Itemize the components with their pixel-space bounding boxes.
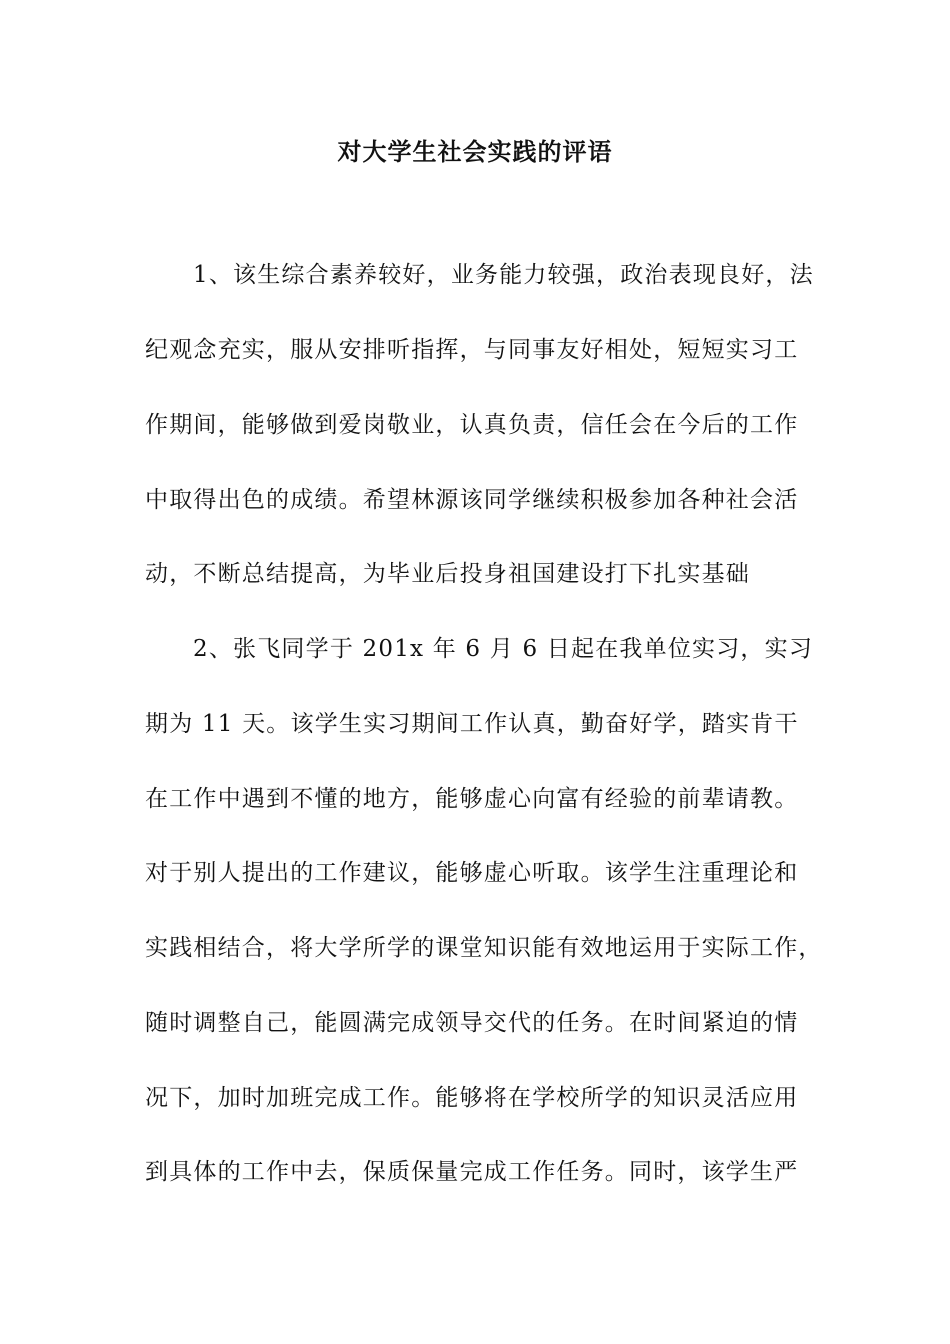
paragraph-2-line-3: 在工作中遇到不懂的地方，能够虚心向富有经验的前辈请教。 — [145, 786, 799, 812]
paragraph-2-line-2: 期为 11 天。该学生实习期间工作认真，勤奋好学，踏实肯干 — [145, 711, 799, 737]
paragraph-1-line-2: 纪观念充实，服从安排听指挥，与同事友好相处，短短实习工 — [145, 337, 799, 363]
paragraph-2-line-4: 对于别人提出的工作建议，能够虚心听取。该学生注重理论和 — [145, 860, 799, 886]
paragraph-2-line-8: 到具体的工作中去，保质保量完成工作任务。同时，该学生严 — [145, 1159, 799, 1185]
paragraph-1-line-4: 中取得出色的成绩。希望林源该同学继续积极参加各种社会活 — [145, 487, 799, 513]
paragraph-1-line-5: 动，不断总结提高，为毕业后投身祖国建设打下扎实基础 — [145, 561, 750, 587]
paragraph-2-line-1: 2、张飞同学于 201x 年 6 月 6 日起在我单位实习，实习 — [193, 636, 814, 662]
paragraph-1-line-3: 作期间，能够做到爱岗敬业，认真负责，信任会在今后的工作 — [145, 412, 799, 438]
document-title: 对大学生社会实践的评语 — [337, 137, 613, 166]
paragraph-1-line-1: 1、该生综合素养较好，业务能力较强，政治表现良好，法 — [193, 262, 814, 288]
paragraph-2-line-6: 随时调整自己，能圆满完成领导交代的任务。在时间紧迫的情 — [145, 1010, 799, 1036]
paragraph-2-line-7: 况下，加时加班完成工作。能够将在学校所学的知识灵活应用 — [145, 1085, 799, 1111]
paragraph-2-line-5: 实践相结合，将大学所学的课堂知识能有效地运用于实际工作， — [145, 935, 823, 961]
